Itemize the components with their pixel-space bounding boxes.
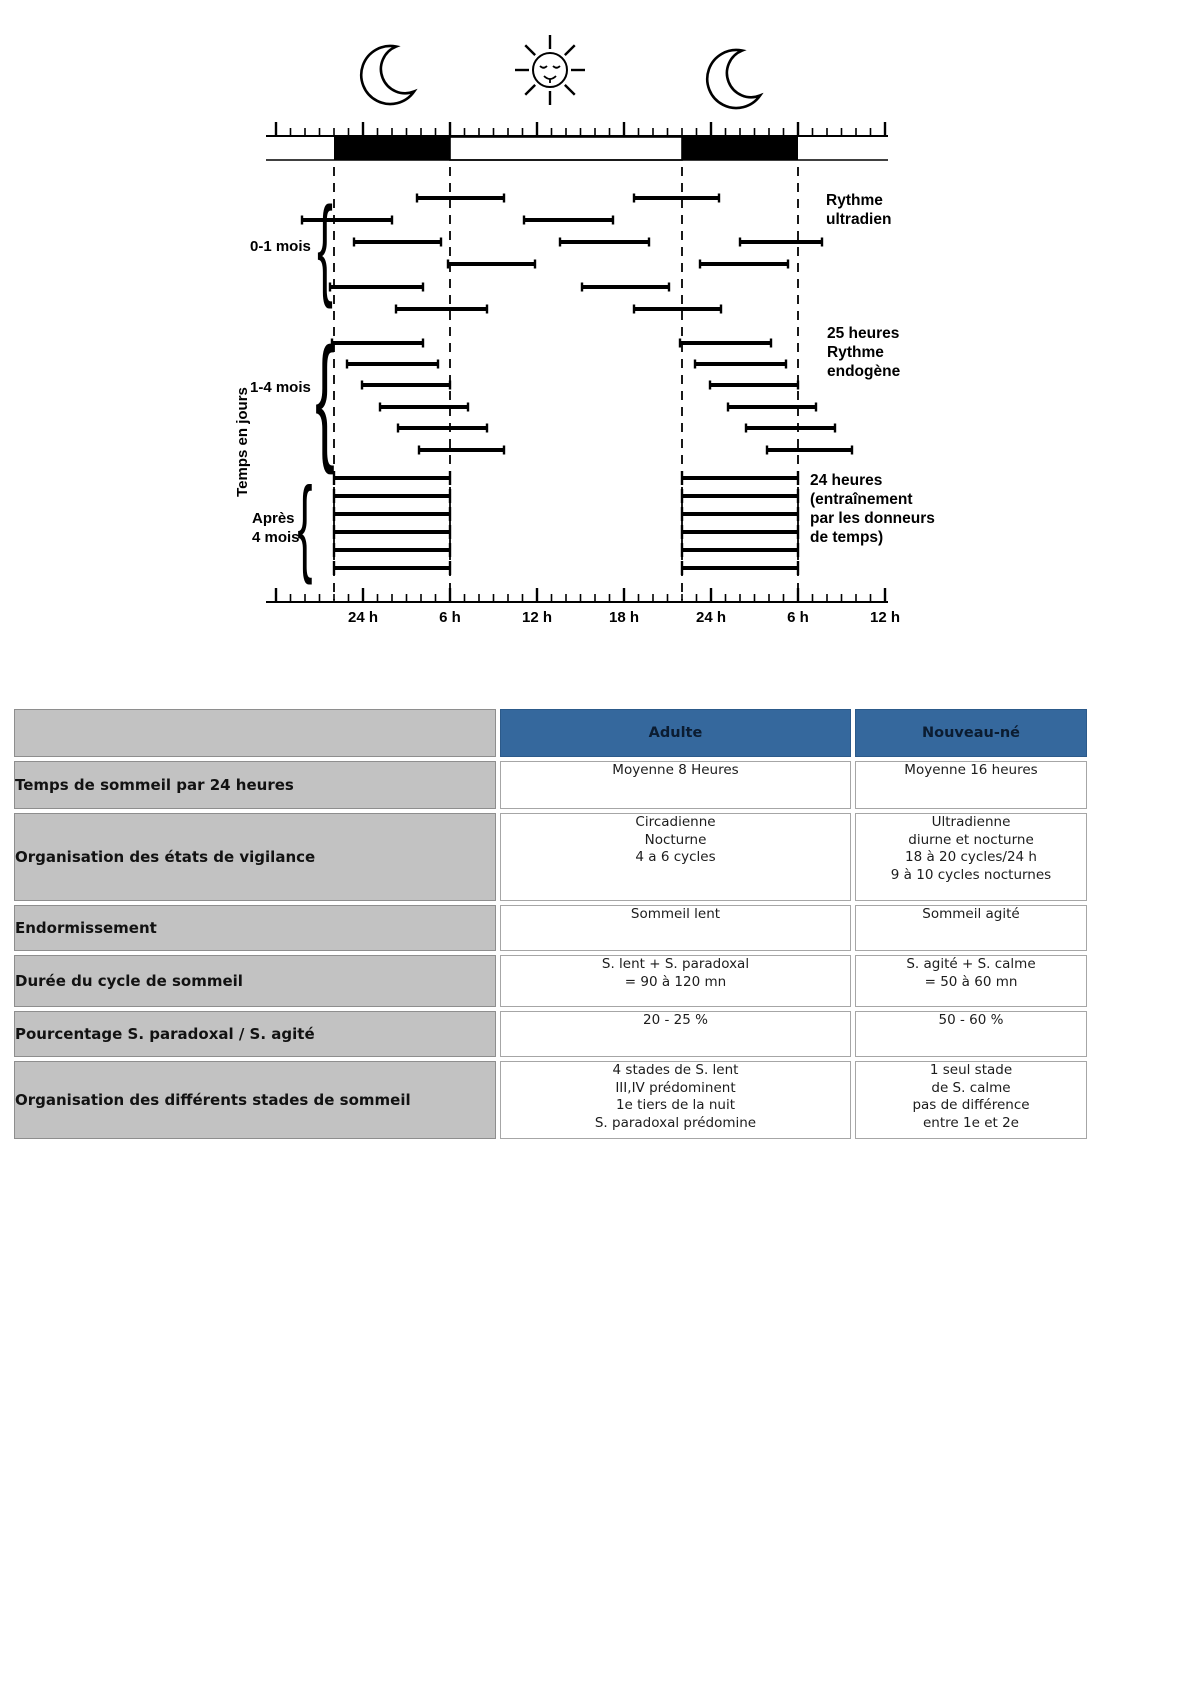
cell-nouveau-ne [855,813,1087,901]
night-period-bar [334,137,450,160]
table-row [14,905,1087,951]
annotation: 24 heures (entraînement par les donneurs de temps) [810,472,935,546]
age-group-2 [252,464,798,585]
age-group-1 [250,319,852,475]
y-axis-label: Temps en jours [234,387,251,497]
cell-line: 20 - 25 % [643,1012,708,1028]
column-header-adulte: Adulte [500,709,851,757]
x-axis-tick-label: 24 h [347,609,379,626]
table-header-row [14,709,1087,757]
day-period-bar [450,137,682,160]
x-axis-tick-label: 6 h [439,609,461,626]
group-brace [315,319,335,475]
cell-adulte [500,1011,851,1057]
age-group-label: Après [252,510,295,527]
cell-line: 4 a 6 cycles [635,849,716,865]
table-row [14,1011,1087,1057]
cell-line: = 90 à 120 mn [624,973,727,990]
row-label: Temps de sommeil par 24 heures [14,761,496,809]
group-brace [317,184,333,309]
svg-text:{: { [315,318,335,476]
cell-line: S. paradoxal prédomine [594,1114,757,1131]
row-label: Endormissement [14,905,496,951]
row-label: Organisation des états de vigilance [14,813,496,901]
cell-line: S. agité + S. calme [906,956,1036,972]
night-period-bar [682,137,798,160]
cell-nouveau-ne [855,761,1087,809]
cell-line: Ultradienne [931,814,1011,830]
age-group-0 [250,184,822,313]
cell-line: III,IV prédominent [615,1079,736,1096]
svg-text:{: { [297,464,313,586]
x-axis-tick-label: 12 h [521,609,553,626]
x-axis-tick-label: 6 h [787,609,809,626]
table-corner-cell [14,709,496,757]
x-axis-tick-label: 18 h [608,609,640,626]
cell-nouveau-ne [855,1061,1087,1139]
cell-adulte [500,955,851,1007]
row-label: Pourcentage S. paradoxal / S. agité [14,1011,496,1057]
table-row [14,813,1087,901]
moon-icon [358,42,420,107]
cell-nouveau-ne [855,905,1087,951]
cell-line: pas de différence [912,1097,1030,1113]
cell-adulte [500,1061,851,1139]
table-row [14,761,1087,809]
cell-line: entre 1e et 2e [923,1114,1019,1131]
x-axis-tick-label: 24 h [695,609,727,626]
cell-line: S. lent + S. paradoxal [601,956,750,972]
cell-adulte [500,813,851,901]
table-row [14,1061,1087,1139]
sleep-rhythm-figure-svg [0,0,1191,660]
cell-nouveau-ne [855,955,1087,1007]
cell-line: Moyenne 16 heures [904,762,1038,778]
annotation: Rythme ultradien [826,192,892,228]
cell-line: 1e tiers de la nuit [615,1097,736,1113]
cell-adulte [500,905,851,951]
row-label: Durée du cycle de sommeil [14,955,496,1007]
cell-line: Moyenne 8 Heures [612,762,739,778]
column-header-nouveau-ne: Nouveau-né [855,709,1087,757]
moon-icon [704,46,766,111]
cell-adulte [500,761,851,809]
cell-line: 50 - 60 % [938,1012,1004,1028]
cell-line: Nocturne [644,831,707,848]
cell-line: diurne et nocturne [908,831,1034,848]
cell-line: de S. calme [931,1079,1011,1096]
row-label: Organisation des différents stades de sommeil [14,1061,496,1139]
x-axis-tick-label: 12 h [869,609,901,626]
cell-line: 4 stades de S. lent [612,1062,739,1078]
age-group-label: 1-4 mois [250,379,311,396]
comparison-table [10,705,1091,1143]
annotation: 25 heures Rythme endogène [827,325,901,380]
cell-nouveau-ne [855,1011,1087,1057]
svg-text:{: { [317,184,333,310]
cell-line: = 50 à 60 mn [924,973,1018,990]
cell-line: Sommeil agité [922,906,1020,922]
age-group-label: 4 mois [252,529,300,546]
age-group-label: 0-1 mois [250,238,311,255]
cell-line: 1 seul stade [929,1062,1013,1078]
table-row [14,955,1087,1007]
cell-line: Sommeil lent [630,906,721,922]
cell-line: 18 à 20 cycles/24 h [904,849,1037,865]
cell-line: 9 à 10 cycles nocturnes [890,866,1052,883]
group-brace [297,464,312,585]
sun-icon [515,35,585,105]
cell-line: Circadienne [635,814,716,830]
